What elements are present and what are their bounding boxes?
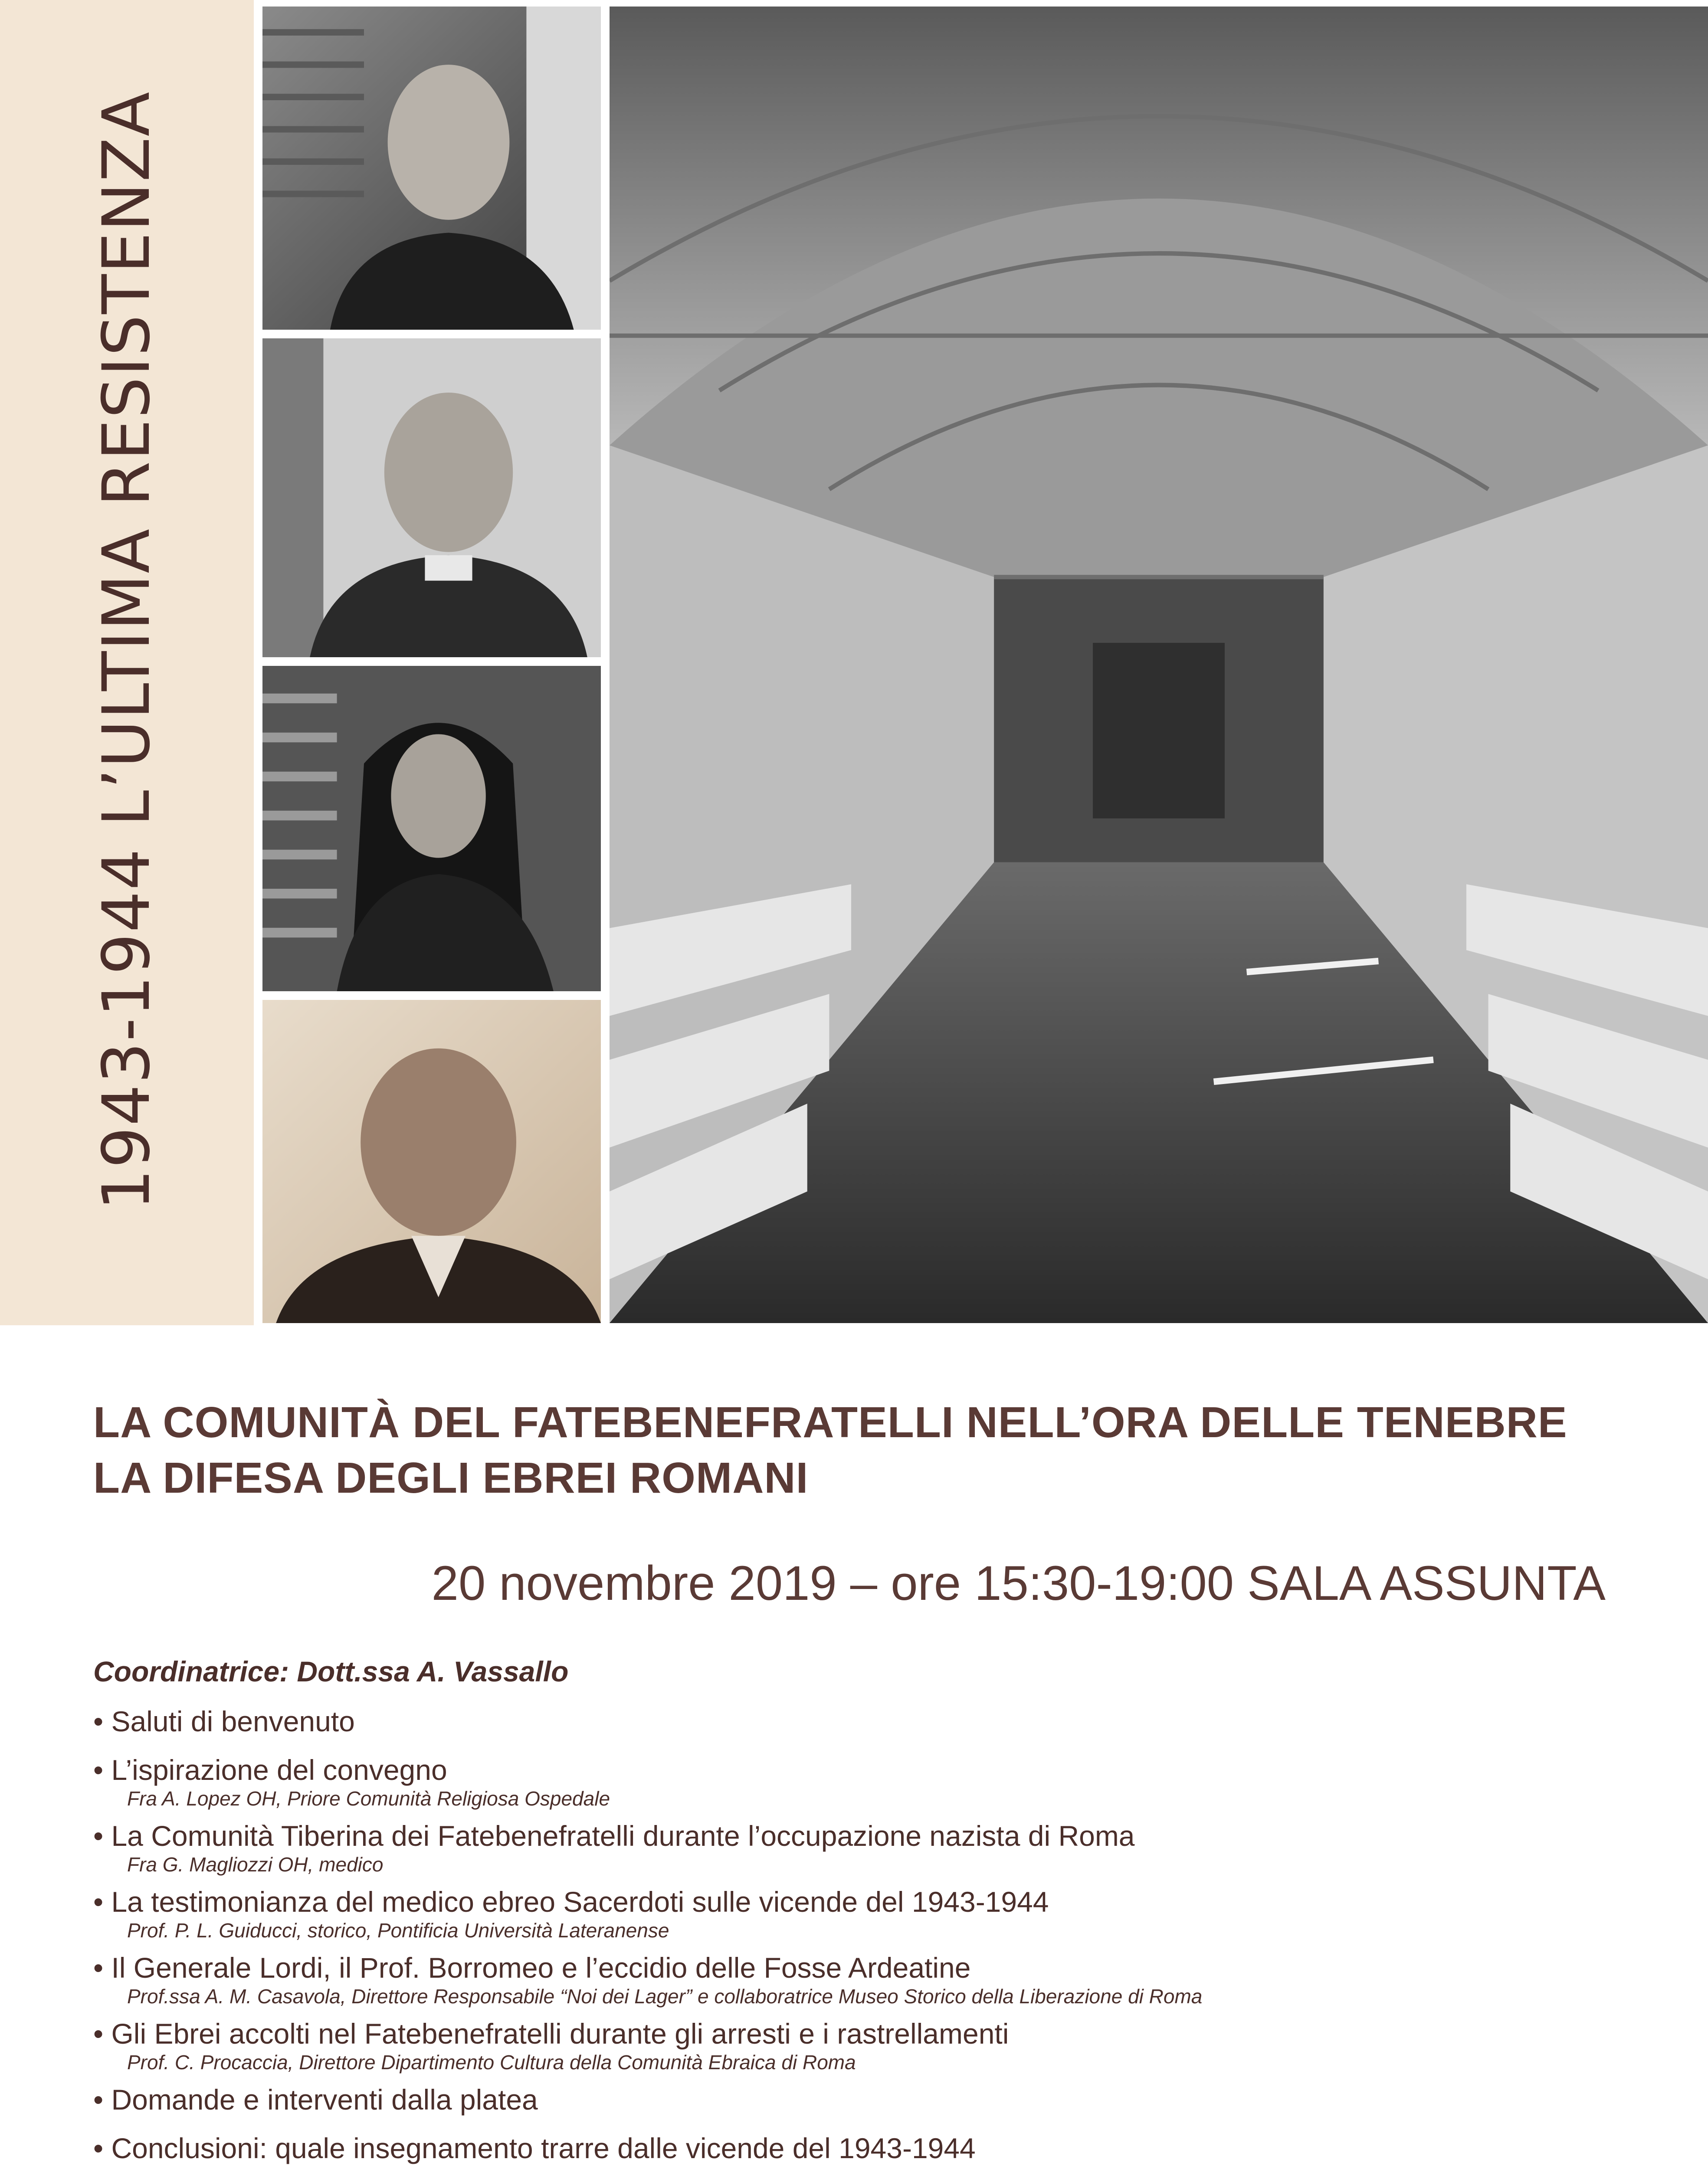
program-item <box>93 2017 1655 2074</box>
program-item-title: • Gli Ebrei accolti nel Fatebenefratelli durante gli arresti e i rastrellamenti <box>93 2017 1655 2050</box>
program-item-title: • Il Generale Lordi, il Prof. Borromeo e l’eccidio delle Fosse Ardeatine <box>93 1951 1655 1984</box>
program-item <box>93 1819 1655 1877</box>
program-item-speaker: Prof.ssa A. M. Casavola, Direttore Responsabile “Noi dei Lager” e collaboratrice Museo Storico della Liberazione di Roma <box>127 1985 1203 2008</box>
portrait-photo-1 <box>262 7 601 330</box>
program-item-speaker: Fra G. Magliozzi OH, medico <box>127 1853 384 1876</box>
program-item-title: • L’ispirazione del convegno <box>93 1753 1655 1786</box>
program-item <box>93 1705 1655 1738</box>
program-item-speaker: Fra A. Lopez OH, Priore Comunità Religiosa Ospedale <box>127 1787 610 1810</box>
vertical-title <box>0 0 254 1325</box>
program-list <box>93 1705 1655 2165</box>
portrait-photo-4 <box>262 1000 601 1323</box>
program-item-speaker: Prof. P. L. Guiducci, storico, Pontificia Università Lateranense <box>127 1919 669 1942</box>
program-item <box>93 1753 1655 1811</box>
portrait-photo-2 <box>262 338 601 657</box>
side-title-text: 1943-1944 L’ULTIMA RESISTENZA <box>89 91 164 1211</box>
program-item-speaker: Prof. C. Procaccia, Direttore Dipartimento Cultura della Comunità Ebraica di Roma <box>127 2051 856 2074</box>
program-item <box>93 2083 1655 2116</box>
headline-line-1: LA COMUNITÀ DEL FATEBENEFRATELLI NELL’ORA DELLE TENEBRE <box>93 1398 1567 1447</box>
event-date-line: 20 novembre 2019 – ore 15:30-19:00 SALA ASSUNTA <box>431 1556 1606 1610</box>
hospital-ward-photo <box>610 7 1708 1323</box>
portrait-photo-3 <box>262 666 601 991</box>
program-item-title: • La testimonianza del medico ebreo Sacerdoti sulle vicende del 1943-1944 <box>93 1885 1655 1918</box>
program-item-title: • Saluti di benvenuto <box>93 1705 1655 1738</box>
program-item-title: • Domande e interventi dalla platea <box>93 2083 1655 2116</box>
headline-line-2: LA DIFESA DEGLI EBREI ROMANI <box>93 1454 809 1502</box>
program-item-title: • La Comunità Tiberina dei Fatebenefratelli durante l’occupazione nazista di Roma <box>93 1819 1655 1852</box>
coordinator: Coordinatrice: Dott.ssa A. Vassallo <box>93 1655 569 1687</box>
headline <box>93 1395 1612 1506</box>
program-item <box>93 1951 1655 2008</box>
program-item <box>93 1885 1655 1943</box>
program-item-title: • Conclusioni: quale insegnamento trarre dalle vicende del 1943-1944 <box>93 2132 1655 2165</box>
program-item <box>93 2132 1655 2165</box>
